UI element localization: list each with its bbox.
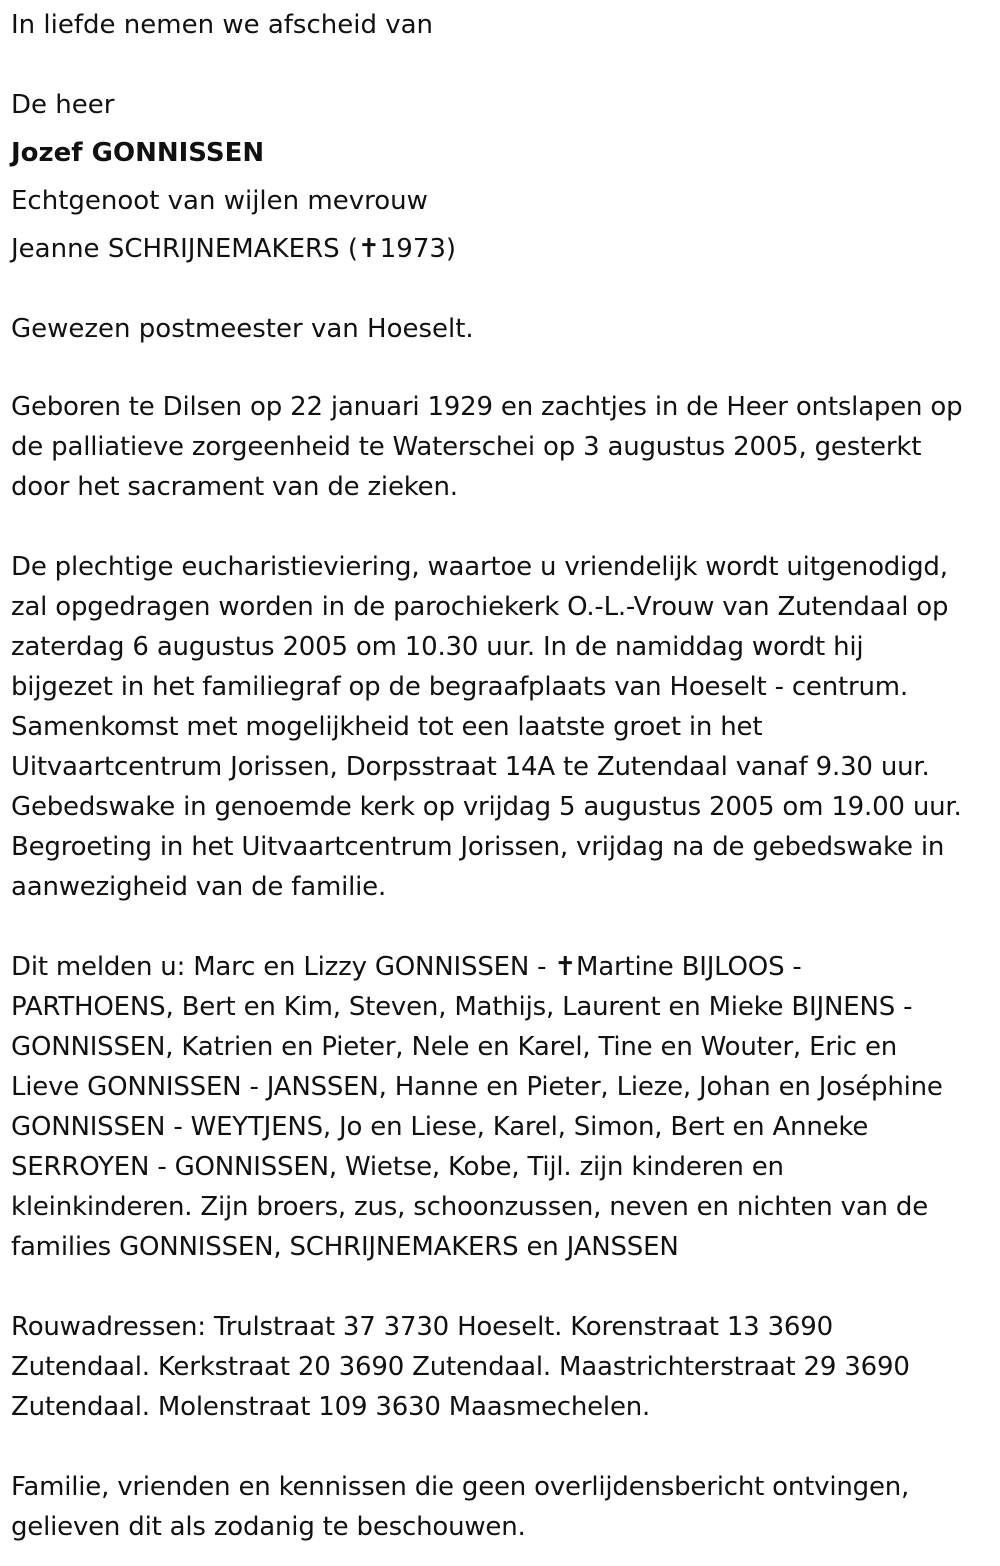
- text-line: gelieven dit als zodanig te beschouwen.: [11, 1512, 526, 1542]
- spacer: [11, 273, 996, 305]
- text-line: zaterdag 6 augustus 2005 om 10.30 uur. In de namiddag wordt hij: [11, 632, 864, 662]
- text-line: Lieve GONNISSEN - JANSSEN, Hanne en Pieter, Lieze, Johan en Joséphine: [11, 1072, 943, 1102]
- text-line: De plechtige eucharistieviering, waartoe u vriendelijk wordt uitgenodigd,: [11, 552, 948, 582]
- text-line: GONNISSEN, Katrien en Pieter, Nele en Karel, Tine en Wouter, Eric en: [11, 1032, 898, 1062]
- text-line: Samenkomst met mogelijkheid tot een laatste groet in het: [11, 712, 763, 742]
- spouse-line: Jeanne SCHRIJNEMAKERS (✝1973): [11, 234, 457, 264]
- text-line: Familie, vrienden en kennissen die geen overlijdensbericht ontvingen,: [11, 1472, 910, 1502]
- text-line: PARTHOENS, Bert en Kim, Steven, Mathijs, Laurent en Mieke BIJNENS -: [11, 992, 913, 1022]
- birth-death-paragraph: [11, 387, 996, 507]
- intro-line: In liefde nemen we afscheid van: [11, 10, 434, 40]
- text-line: GONNISSEN - WEYTJENS, Jo en Liese, Karel, Simon, Bert en Anneke: [11, 1112, 869, 1142]
- text-line: Dit melden u: Marc en Lizzy GONNISSEN - ✝Martine BIJLOOS -: [11, 952, 802, 982]
- text-line: Geboren te Dilsen op 22 januari 1929 en zachtjes in de Heer ontslapen op: [11, 392, 963, 422]
- deceased-name: Jozef GONNISSEN: [11, 138, 265, 168]
- occupation-line: Gewezen postmeester van Hoeselt.: [11, 314, 474, 344]
- text-line: zal opgedragen worden in de parochiekerk O.-L.-Vrouw van Zutendaal op: [11, 592, 949, 622]
- death-notice: [11, 0, 996, 1547]
- closing-paragraph: [11, 1467, 996, 1547]
- text-line: Uitvaartcentrum Jorissen, Dorpsstraat 14A te Zutendaal vanaf 9.30 uur.: [11, 752, 930, 782]
- spacer: [11, 907, 996, 947]
- text-line: families GONNISSEN, SCHRIJNEMAKERS en JANSSEN: [11, 1232, 679, 1262]
- text-line: Zutendaal. Kerkstraat 20 3690 Zutendaal. Maastrichterstraat 29 3690: [11, 1352, 910, 1382]
- text-line: SERROYEN - GONNISSEN, Wietse, Kobe, Tijl. zijn kinderen en: [11, 1152, 784, 1182]
- spacer: [11, 353, 996, 387]
- text-line: Rouwadressen: Trulstraat 37 3730 Hoeselt. Korenstraat 13 3690: [11, 1312, 833, 1342]
- family-paragraph: [11, 947, 996, 1267]
- ceremony-paragraph: [11, 547, 996, 907]
- text-line: Zutendaal. Molenstraat 109 3630 Maasmechelen.: [11, 1392, 651, 1422]
- text-line: bijgezet in het familiegraf op de begraafplaats van Hoeselt - centrum.: [11, 672, 908, 702]
- salutation: De heer: [11, 90, 115, 120]
- text-line: Gebedswake in genoemde kerk op vrijdag 5 augustus 2005 om 19.00 uur.: [11, 792, 962, 822]
- spacer: [11, 507, 996, 547]
- text-line: de palliatieve zorgeenheid te Waterschei op 3 augustus 2005, gesterkt: [11, 432, 922, 462]
- spacer: [11, 1427, 996, 1467]
- text-line: aanwezigheid van de familie.: [11, 872, 387, 902]
- spacer: [11, 49, 996, 81]
- spacer: [11, 1267, 996, 1307]
- relation-line: Echtgenoot van wijlen mevrouw: [11, 186, 428, 216]
- text-line: kleinkinderen. Zijn broers, zus, schoonzussen, neven en nichten van de: [11, 1192, 928, 1222]
- text-line: Begroeting in het Uitvaartcentrum Jorissen, vrijdag na de gebedswake in: [11, 832, 945, 862]
- addresses-paragraph: [11, 1307, 996, 1427]
- text-line: door het sacrament van de zieken.: [11, 472, 458, 502]
